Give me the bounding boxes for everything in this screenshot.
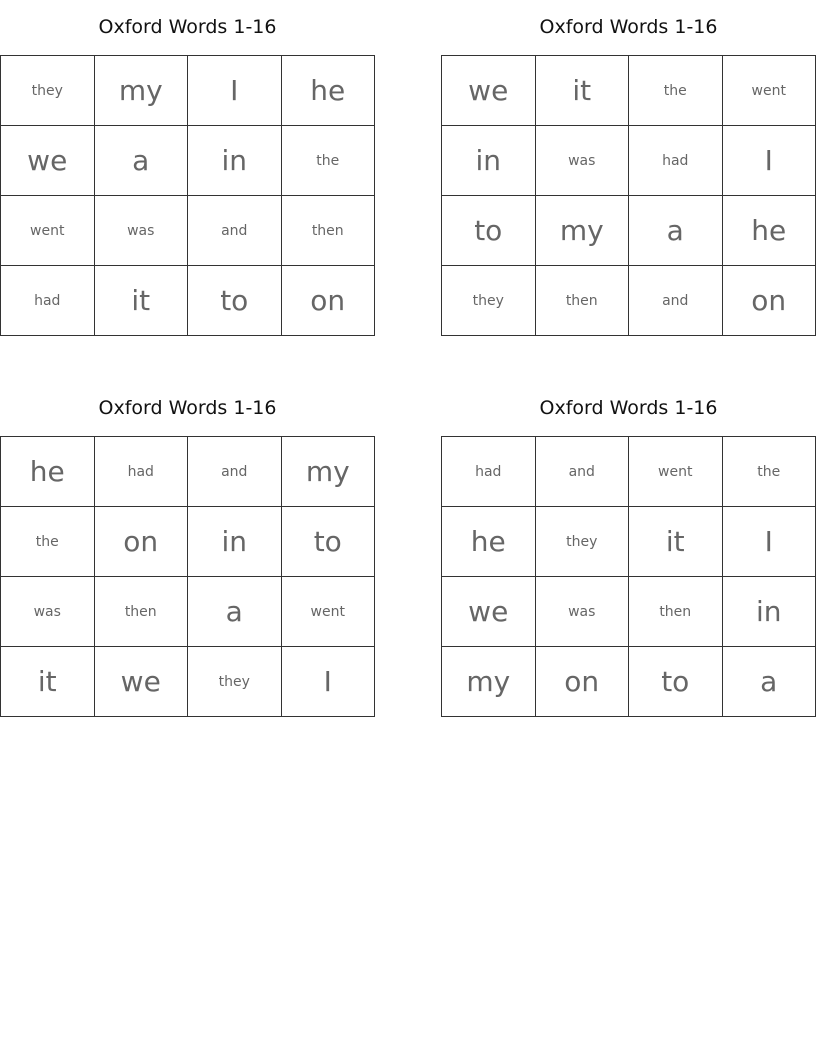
word-cell: a [629,196,723,266]
word-cell: was [536,126,630,196]
word-cell: the [1,507,95,577]
word-cell: I [188,56,282,126]
word-cell: he [1,437,95,507]
word-cell: then [536,266,630,336]
word-cell: I [723,507,816,577]
word-cell: they [188,647,282,717]
word-cell: they [1,56,95,126]
word-grid [441,436,816,717]
word-cell: the [629,56,723,126]
word-cell: and [629,266,723,336]
word-cell: then [282,196,376,266]
word-cell: it [1,647,95,717]
word-cell: we [1,126,95,196]
word-cell: was [536,577,630,647]
word-cell: we [95,647,189,717]
word-cell: it [536,56,630,126]
word-cell: to [442,196,536,266]
word-cell: he [442,507,536,577]
word-cell: we [442,56,536,126]
word-cell: they [442,266,536,336]
word-cell: I [723,126,816,196]
word-cell: had [442,437,536,507]
word-cell: they [536,507,630,577]
word-cell: and [188,437,282,507]
word-cell: went [282,577,376,647]
card-title: Oxford Words 1-16 [539,397,718,419]
word-cell: in [188,126,282,196]
word-cell: was [1,577,95,647]
word-cell: then [629,577,723,647]
word-cell: he [723,196,816,266]
word-cell: on [282,266,376,336]
word-cell: a [723,647,816,717]
word-cell: my [95,56,189,126]
word-cell: it [629,507,723,577]
word-cell: to [188,266,282,336]
word-cell: the [282,126,376,196]
bingo-card-3 [0,381,375,717]
bingo-card-4 [441,381,816,717]
card-title: Oxford Words 1-16 [98,16,277,38]
word-cell: had [95,437,189,507]
word-cell: went [1,196,95,266]
word-cell: on [95,507,189,577]
word-cell: went [723,56,816,126]
word-cell: in [188,507,282,577]
word-cell: to [629,647,723,717]
word-cell: in [723,577,816,647]
word-cell: on [536,647,630,717]
word-grid [441,55,816,336]
word-cell: in [442,126,536,196]
word-cell: a [95,126,189,196]
word-cell: I [282,647,376,717]
bingo-card-1 [0,0,375,336]
word-cell: the [723,437,816,507]
word-cell: we [442,577,536,647]
word-cell: was [95,196,189,266]
word-cell: my [442,647,536,717]
word-grid [0,436,375,717]
word-cell: my [282,437,376,507]
bingo-card-2 [441,0,816,336]
word-cell: and [188,196,282,266]
word-grid [0,55,375,336]
word-cell: he [282,56,376,126]
word-cell: went [629,437,723,507]
card-title: Oxford Words 1-16 [98,397,277,419]
card-title: Oxford Words 1-16 [539,16,718,38]
word-cell: on [723,266,816,336]
word-cell: had [1,266,95,336]
word-cell: to [282,507,376,577]
word-cell: a [188,577,282,647]
word-cell: and [536,437,630,507]
word-cell: my [536,196,630,266]
word-cell: had [629,126,723,196]
word-cell: then [95,577,189,647]
word-cell: it [95,266,189,336]
